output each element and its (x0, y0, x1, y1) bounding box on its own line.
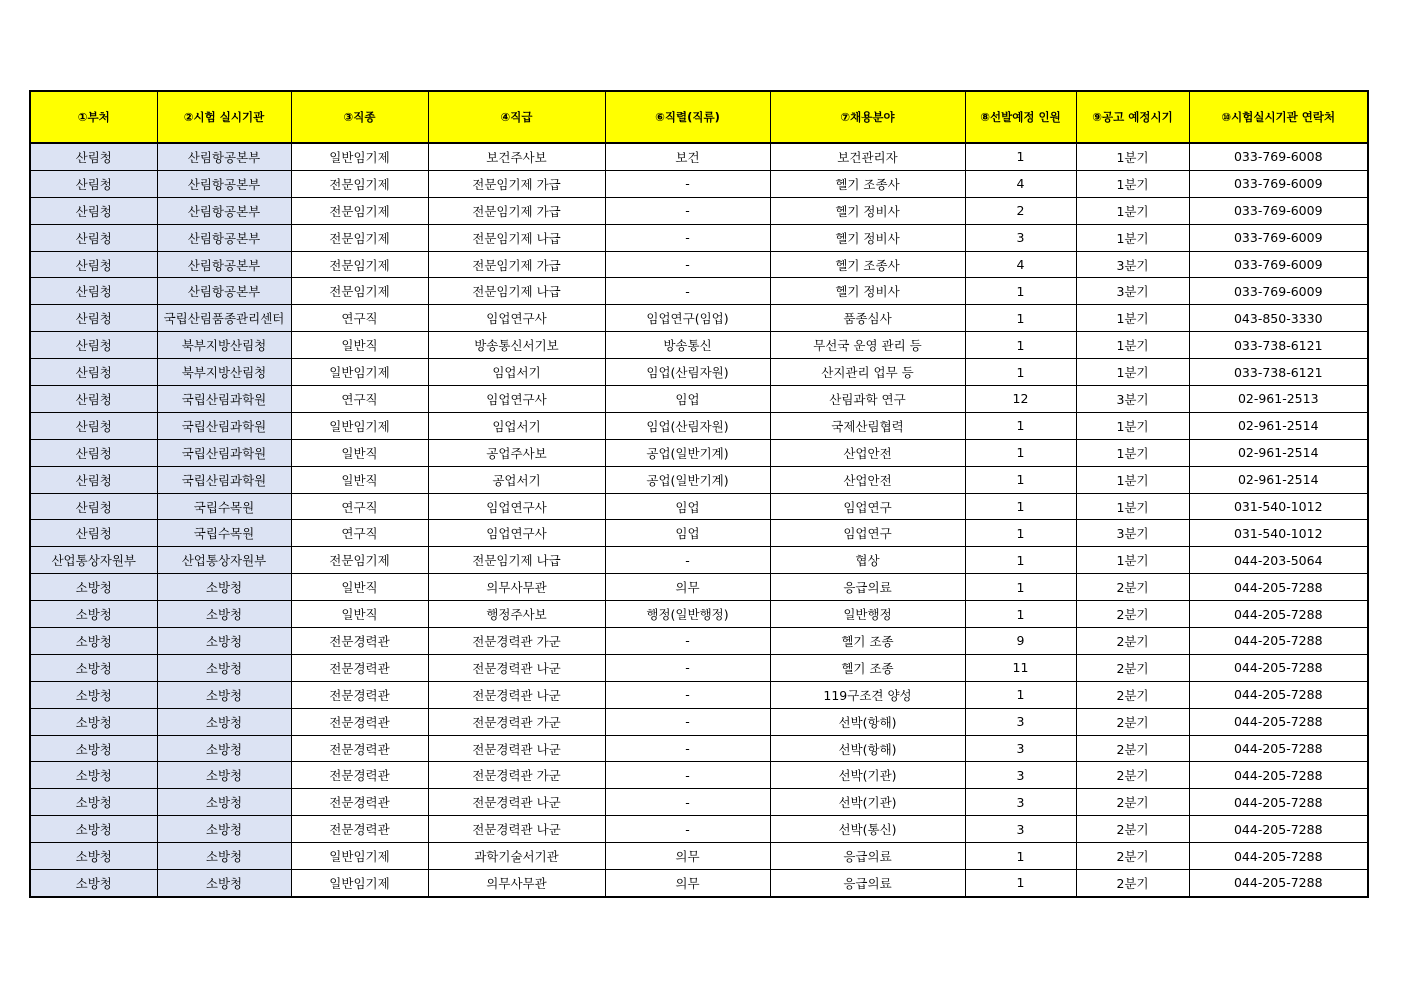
cell-recruit-field: 응급의료 (770, 843, 965, 870)
table-row (30, 547, 1368, 574)
cell-grade: 의무사무관 (428, 574, 605, 601)
cell-planned-count: 1 (965, 493, 1076, 520)
cell-contact: 033-769-6009 (1189, 278, 1368, 305)
cell-job-series: 공업(일반기계) (605, 439, 770, 466)
cell-ministry: 산림청 (30, 170, 157, 197)
table-body (30, 143, 1368, 897)
cell-recruit-field: 품종심사 (770, 305, 965, 332)
cell-notice-period: 2분기 (1076, 870, 1189, 897)
cell-planned-count: 3 (965, 708, 1076, 735)
cell-exam-agency: 산업통상자원부 (157, 547, 291, 574)
cell-planned-count: 4 (965, 170, 1076, 197)
cell-ministry: 산림청 (30, 439, 157, 466)
cell-exam-agency: 소방청 (157, 735, 291, 762)
cell-exam-agency: 북부지방산림청 (157, 359, 291, 386)
cell-contact: 033-738-6121 (1189, 332, 1368, 359)
cell-planned-count: 2 (965, 197, 1076, 224)
cell-planned-count: 1 (965, 547, 1076, 574)
cell-grade: 전문경력관 나군 (428, 654, 605, 681)
table-row (30, 735, 1368, 762)
cell-grade: 전문경력관 나군 (428, 681, 605, 708)
cell-notice-period: 2분기 (1076, 708, 1189, 735)
cell-job-series: 임업 (605, 520, 770, 547)
header-planned-count: ⑧선발예정 인원 (965, 91, 1076, 143)
cell-ministry: 산림청 (30, 305, 157, 332)
table-row (30, 574, 1368, 601)
cell-job-type: 일반직 (291, 601, 428, 628)
cell-ministry: 산림청 (30, 466, 157, 493)
cell-planned-count: 1 (965, 143, 1076, 170)
cell-job-series: - (605, 681, 770, 708)
cell-contact: 044-205-7288 (1189, 762, 1368, 789)
cell-exam-agency: 소방청 (157, 681, 291, 708)
cell-job-series: - (605, 708, 770, 735)
cell-ministry: 산업통상자원부 (30, 547, 157, 574)
cell-exam-agency: 국립산림품종관리센터 (157, 305, 291, 332)
cell-job-type: 일반직 (291, 466, 428, 493)
cell-job-type: 일반직 (291, 439, 428, 466)
cell-job-type: 연구직 (291, 386, 428, 413)
cell-job-type: 전문경력관 (291, 628, 428, 655)
cell-recruit-field: 선박(기관) (770, 762, 965, 789)
cell-planned-count: 12 (965, 386, 1076, 413)
table-row (30, 789, 1368, 816)
cell-planned-count: 1 (965, 574, 1076, 601)
cell-job-type: 전문경력관 (291, 654, 428, 681)
cell-contact: 044-205-7288 (1189, 843, 1368, 870)
cell-recruit-field: 헬기 조종사 (770, 170, 965, 197)
cell-exam-agency: 국립산림과학원 (157, 386, 291, 413)
cell-grade: 전문임기제 가급 (428, 197, 605, 224)
cell-exam-agency: 산림항공본부 (157, 170, 291, 197)
table-row (30, 601, 1368, 628)
cell-recruit-field: 선박(항해) (770, 708, 965, 735)
cell-job-series: 의무 (605, 870, 770, 897)
cell-contact: 044-205-7288 (1189, 574, 1368, 601)
cell-ministry: 산림청 (30, 386, 157, 413)
cell-notice-period: 1분기 (1076, 439, 1189, 466)
cell-planned-count: 1 (965, 305, 1076, 332)
table-row (30, 628, 1368, 655)
cell-exam-agency: 국립산림과학원 (157, 466, 291, 493)
header-notice-period: ⑨공고 예정시기 (1076, 91, 1189, 143)
cell-job-type: 일반임기제 (291, 412, 428, 439)
cell-planned-count: 4 (965, 251, 1076, 278)
cell-contact: 044-205-7288 (1189, 870, 1368, 897)
cell-grade: 전문임기제 나급 (428, 547, 605, 574)
cell-contact: 044-205-7288 (1189, 601, 1368, 628)
cell-job-type: 일반임기제 (291, 870, 428, 897)
cell-job-series: 임업 (605, 493, 770, 520)
cell-contact: 02-961-2513 (1189, 386, 1368, 413)
cell-recruit-field: 산림과학 연구 (770, 386, 965, 413)
cell-planned-count: 1 (965, 601, 1076, 628)
cell-grade: 전문임기제 나급 (428, 224, 605, 251)
cell-planned-count: 3 (965, 224, 1076, 251)
cell-job-series: 임업(산림자원) (605, 359, 770, 386)
cell-ministry: 산림청 (30, 359, 157, 386)
cell-planned-count: 9 (965, 628, 1076, 655)
cell-recruit-field: 응급의료 (770, 574, 965, 601)
cell-recruit-field: 산업안전 (770, 466, 965, 493)
header-ministry: ①부처 (30, 91, 157, 143)
cell-job-type: 일반임기제 (291, 359, 428, 386)
cell-job-series: 방송통신 (605, 332, 770, 359)
cell-exam-agency: 소방청 (157, 654, 291, 681)
table-row (30, 439, 1368, 466)
cell-contact: 044-205-7288 (1189, 708, 1368, 735)
cell-job-series: - (605, 789, 770, 816)
cell-recruit-field: 헬기 조종사 (770, 251, 965, 278)
cell-notice-period: 3분기 (1076, 278, 1189, 305)
cell-grade: 공업주사보 (428, 439, 605, 466)
cell-ministry: 소방청 (30, 762, 157, 789)
cell-contact: 033-769-6008 (1189, 143, 1368, 170)
table-row (30, 493, 1368, 520)
header-recruit-field: ⑦채용분야 (770, 91, 965, 143)
table-row (30, 386, 1368, 413)
cell-grade: 임업연구사 (428, 386, 605, 413)
cell-notice-period: 1분기 (1076, 197, 1189, 224)
cell-ministry: 산림청 (30, 251, 157, 278)
cell-grade: 임업서기 (428, 359, 605, 386)
cell-job-type: 전문경력관 (291, 789, 428, 816)
cell-exam-agency: 북부지방산림청 (157, 332, 291, 359)
cell-ministry: 소방청 (30, 843, 157, 870)
cell-grade: 임업연구사 (428, 520, 605, 547)
cell-planned-count: 1 (965, 520, 1076, 547)
cell-job-series: 의무 (605, 843, 770, 870)
cell-job-series: 임업연구(임업) (605, 305, 770, 332)
cell-exam-agency: 소방청 (157, 843, 291, 870)
cell-contact: 044-205-7288 (1189, 789, 1368, 816)
cell-grade: 임업연구사 (428, 493, 605, 520)
cell-recruit-field: 헬기 정비사 (770, 197, 965, 224)
cell-exam-agency: 소방청 (157, 628, 291, 655)
cell-recruit-field: 헬기 정비사 (770, 224, 965, 251)
cell-recruit-field: 임업연구 (770, 493, 965, 520)
cell-contact: 033-738-6121 (1189, 359, 1368, 386)
cell-ministry: 산림청 (30, 197, 157, 224)
cell-planned-count: 1 (965, 466, 1076, 493)
cell-job-type: 일반임기제 (291, 143, 428, 170)
cell-notice-period: 2분기 (1076, 574, 1189, 601)
cell-ministry: 소방청 (30, 789, 157, 816)
cell-recruit-field: 보건관리자 (770, 143, 965, 170)
cell-job-type: 연구직 (291, 520, 428, 547)
cell-job-series: - (605, 762, 770, 789)
header-job-type: ③직종 (291, 91, 428, 143)
cell-recruit-field: 산업안전 (770, 439, 965, 466)
cell-job-type: 연구직 (291, 493, 428, 520)
cell-contact: 02-961-2514 (1189, 466, 1368, 493)
cell-planned-count: 3 (965, 816, 1076, 843)
cell-planned-count: 1 (965, 412, 1076, 439)
cell-ministry: 소방청 (30, 654, 157, 681)
cell-contact: 02-961-2514 (1189, 412, 1368, 439)
cell-notice-period: 1분기 (1076, 466, 1189, 493)
cell-grade: 전문경력관 가군 (428, 708, 605, 735)
cell-grade: 의무사무관 (428, 870, 605, 897)
cell-recruit-field: 선박(항해) (770, 735, 965, 762)
table-row (30, 681, 1368, 708)
cell-job-type: 일반직 (291, 574, 428, 601)
cell-grade: 임업연구사 (428, 305, 605, 332)
cell-ministry: 산림청 (30, 224, 157, 251)
cell-recruit-field: 국제산림협력 (770, 412, 965, 439)
cell-job-type: 연구직 (291, 305, 428, 332)
cell-notice-period: 1분기 (1076, 305, 1189, 332)
cell-job-series: 임업 (605, 386, 770, 413)
header-contact: ⑩시험실시기관 연락처 (1189, 91, 1368, 143)
cell-exam-agency: 소방청 (157, 708, 291, 735)
cell-planned-count: 1 (965, 870, 1076, 897)
cell-job-series: 공업(일반기계) (605, 466, 770, 493)
cell-contact: 044-205-7288 (1189, 628, 1368, 655)
table-row (30, 197, 1368, 224)
table-row (30, 170, 1368, 197)
cell-grade: 보건주사보 (428, 143, 605, 170)
header-row (30, 91, 1368, 143)
cell-job-type: 전문임기제 (291, 278, 428, 305)
cell-job-series: - (605, 197, 770, 224)
cell-job-series: - (605, 735, 770, 762)
cell-ministry: 소방청 (30, 870, 157, 897)
cell-planned-count: 1 (965, 359, 1076, 386)
cell-ministry: 산림청 (30, 143, 157, 170)
cell-job-type: 전문임기제 (291, 224, 428, 251)
cell-ministry: 소방청 (30, 628, 157, 655)
cell-ministry: 산림청 (30, 493, 157, 520)
cell-grade: 전문경력관 나군 (428, 735, 605, 762)
table-row (30, 520, 1368, 547)
cell-planned-count: 3 (965, 762, 1076, 789)
cell-job-type: 일반직 (291, 332, 428, 359)
cell-exam-agency: 소방청 (157, 789, 291, 816)
cell-contact: 044-205-7288 (1189, 681, 1368, 708)
header-exam-agency: ②시험 실시기관 (157, 91, 291, 143)
cell-recruit-field: 일반행정 (770, 601, 965, 628)
cell-job-type: 전문임기제 (291, 547, 428, 574)
cell-contact: 044-203-5064 (1189, 547, 1368, 574)
cell-ministry: 소방청 (30, 708, 157, 735)
table-row (30, 870, 1368, 897)
cell-notice-period: 2분기 (1076, 762, 1189, 789)
cell-recruit-field: 임업연구 (770, 520, 965, 547)
cell-job-type: 전문경력관 (291, 681, 428, 708)
cell-job-type: 일반임기제 (291, 843, 428, 870)
cell-ministry: 소방청 (30, 681, 157, 708)
cell-recruit-field: 협상 (770, 547, 965, 574)
cell-exam-agency: 소방청 (157, 601, 291, 628)
cell-job-series: - (605, 547, 770, 574)
cell-grade: 행정주사보 (428, 601, 605, 628)
table-row (30, 332, 1368, 359)
cell-exam-agency: 산림항공본부 (157, 251, 291, 278)
cell-grade: 전문경력관 가군 (428, 762, 605, 789)
cell-exam-agency: 국립산림과학원 (157, 439, 291, 466)
cell-job-series: - (605, 251, 770, 278)
cell-recruit-field: 헬기 정비사 (770, 278, 965, 305)
recruitment-table (29, 90, 1369, 898)
cell-ministry: 산림청 (30, 520, 157, 547)
cell-contact: 031-540-1012 (1189, 493, 1368, 520)
cell-ministry: 산림청 (30, 278, 157, 305)
cell-contact: 044-205-7288 (1189, 735, 1368, 762)
cell-contact: 033-769-6009 (1189, 224, 1368, 251)
table-row (30, 278, 1368, 305)
cell-exam-agency: 소방청 (157, 816, 291, 843)
cell-ministry: 소방청 (30, 816, 157, 843)
cell-notice-period: 1분기 (1076, 332, 1189, 359)
cell-grade: 방송통신서기보 (428, 332, 605, 359)
cell-notice-period: 2분기 (1076, 735, 1189, 762)
cell-job-series: 의무 (605, 574, 770, 601)
cell-grade: 전문경력관 가군 (428, 628, 605, 655)
cell-contact: 044-205-7288 (1189, 654, 1368, 681)
table-row (30, 359, 1368, 386)
cell-job-series: - (605, 224, 770, 251)
cell-job-series: - (605, 170, 770, 197)
cell-job-series: - (605, 654, 770, 681)
cell-planned-count: 1 (965, 439, 1076, 466)
cell-grade: 임업서기 (428, 412, 605, 439)
table-row (30, 708, 1368, 735)
cell-grade: 전문임기제 가급 (428, 251, 605, 278)
cell-exam-agency: 산림항공본부 (157, 197, 291, 224)
cell-notice-period: 1분기 (1076, 170, 1189, 197)
cell-job-type: 전문경력관 (291, 735, 428, 762)
cell-job-series: - (605, 816, 770, 843)
cell-notice-period: 1분기 (1076, 143, 1189, 170)
cell-job-type: 전문임기제 (291, 251, 428, 278)
cell-job-type: 전문경력관 (291, 708, 428, 735)
cell-exam-agency: 소방청 (157, 762, 291, 789)
cell-ministry: 산림청 (30, 412, 157, 439)
cell-notice-period: 3분기 (1076, 251, 1189, 278)
cell-recruit-field: 무선국 운영 관리 등 (770, 332, 965, 359)
cell-notice-period: 2분기 (1076, 628, 1189, 655)
cell-notice-period: 1분기 (1076, 493, 1189, 520)
cell-exam-agency: 국립산림과학원 (157, 412, 291, 439)
cell-grade: 전문임기제 가급 (428, 170, 605, 197)
cell-contact: 02-961-2514 (1189, 439, 1368, 466)
cell-grade: 전문경력관 나군 (428, 789, 605, 816)
cell-exam-agency: 산림항공본부 (157, 224, 291, 251)
cell-notice-period: 1분기 (1076, 224, 1189, 251)
cell-contact: 044-205-7288 (1189, 816, 1368, 843)
cell-notice-period: 3분기 (1076, 386, 1189, 413)
table-row (30, 143, 1368, 170)
cell-recruit-field: 산지관리 업무 등 (770, 359, 965, 386)
cell-job-series: - (605, 628, 770, 655)
cell-recruit-field: 헬기 조종 (770, 628, 965, 655)
cell-recruit-field: 119구조견 양성 (770, 681, 965, 708)
cell-planned-count: 1 (965, 843, 1076, 870)
cell-job-series: 임업(산림자원) (605, 412, 770, 439)
cell-grade: 전문경력관 나군 (428, 816, 605, 843)
cell-exam-agency: 산림항공본부 (157, 143, 291, 170)
cell-notice-period: 1분기 (1076, 547, 1189, 574)
cell-planned-count: 1 (965, 278, 1076, 305)
cell-grade: 공업서기 (428, 466, 605, 493)
cell-notice-period: 2분기 (1076, 601, 1189, 628)
table-row (30, 224, 1368, 251)
cell-job-type: 전문임기제 (291, 197, 428, 224)
cell-planned-count: 3 (965, 789, 1076, 816)
cell-contact: 031-540-1012 (1189, 520, 1368, 547)
table-row (30, 654, 1368, 681)
cell-notice-period: 2분기 (1076, 816, 1189, 843)
cell-exam-agency: 국립수목원 (157, 520, 291, 547)
cell-exam-agency: 소방청 (157, 574, 291, 601)
cell-notice-period: 2분기 (1076, 789, 1189, 816)
cell-exam-agency: 소방청 (157, 870, 291, 897)
cell-exam-agency: 산림항공본부 (157, 278, 291, 305)
table-row (30, 843, 1368, 870)
cell-recruit-field: 선박(기관) (770, 789, 965, 816)
cell-notice-period: 1분기 (1076, 359, 1189, 386)
table-row (30, 305, 1368, 332)
cell-recruit-field: 선박(통신) (770, 816, 965, 843)
cell-planned-count: 3 (965, 735, 1076, 762)
table-row (30, 466, 1368, 493)
table-row (30, 251, 1368, 278)
cell-notice-period: 2분기 (1076, 654, 1189, 681)
cell-ministry: 소방청 (30, 735, 157, 762)
table-row (30, 412, 1368, 439)
table-row (30, 762, 1368, 789)
cell-notice-period: 2분기 (1076, 681, 1189, 708)
cell-ministry: 소방청 (30, 601, 157, 628)
cell-contact: 033-769-6009 (1189, 251, 1368, 278)
cell-contact: 033-769-6009 (1189, 170, 1368, 197)
cell-recruit-field: 응급의료 (770, 870, 965, 897)
cell-job-series: 보건 (605, 143, 770, 170)
cell-contact: 043-850-3330 (1189, 305, 1368, 332)
table-row (30, 816, 1368, 843)
cell-job-type: 전문임기제 (291, 170, 428, 197)
cell-job-series: 행정(일반행정) (605, 601, 770, 628)
cell-planned-count: 1 (965, 681, 1076, 708)
cell-notice-period: 3분기 (1076, 520, 1189, 547)
cell-notice-period: 2분기 (1076, 843, 1189, 870)
cell-notice-period: 1분기 (1076, 412, 1189, 439)
cell-contact: 033-769-6009 (1189, 197, 1368, 224)
cell-planned-count: 1 (965, 332, 1076, 359)
header-grade: ④직급 (428, 91, 605, 143)
cell-grade: 전문임기제 나급 (428, 278, 605, 305)
cell-job-type: 전문경력관 (291, 762, 428, 789)
cell-grade: 과학기술서기관 (428, 843, 605, 870)
cell-job-type: 전문경력관 (291, 816, 428, 843)
cell-job-series: - (605, 278, 770, 305)
cell-exam-agency: 국립수목원 (157, 493, 291, 520)
cell-recruit-field: 헬기 조종 (770, 654, 965, 681)
cell-ministry: 산림청 (30, 332, 157, 359)
header-job-series: ⑥직렬(직류) (605, 91, 770, 143)
cell-planned-count: 11 (965, 654, 1076, 681)
cell-ministry: 소방청 (30, 574, 157, 601)
